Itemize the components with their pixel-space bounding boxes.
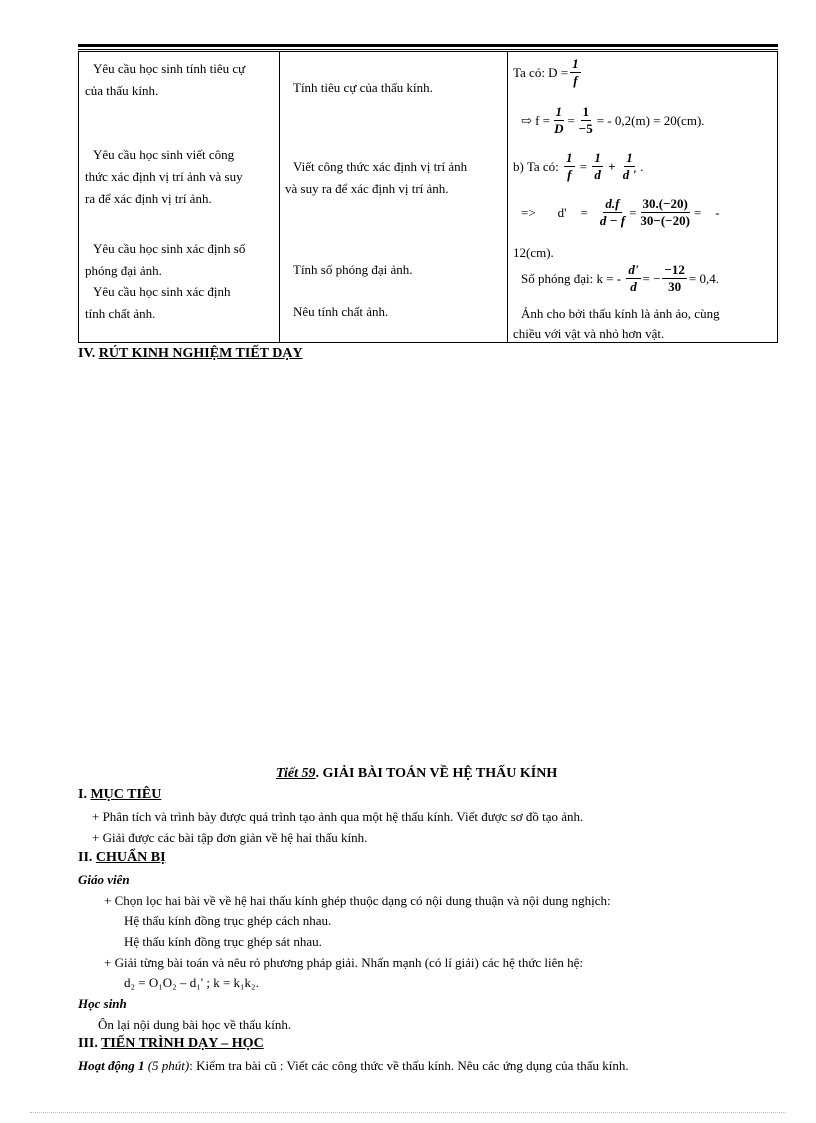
heading-title: CHUẨN BỊ (95, 850, 166, 865)
frac-num: 30.(−20) (642, 196, 688, 211)
eq-text: = (629, 204, 637, 220)
top-rule-thin (78, 49, 778, 50)
frac-den: d (594, 167, 601, 182)
frac-den: d ' (622, 167, 637, 182)
frac-num: 1 (572, 56, 579, 71)
teacher-task-1 (85, 58, 275, 102)
fraction (592, 150, 603, 183)
fraction (621, 150, 638, 183)
fraction (570, 56, 581, 89)
eq-text: = 0,4. (688, 270, 719, 286)
objective-item: + Giải được các bài tập đơn giản về hệ hai thấu kính. (92, 830, 368, 845)
eq-text: = - 0,2(m) = 20(cm). (596, 112, 705, 128)
eq-text: = (580, 204, 588, 220)
frac-num: 1 (594, 150, 601, 165)
table-divider (507, 52, 508, 342)
objective-item: + Phân tích và trình bày được quá trình tạo ảnh qua một hệ thấu kính. Viết được sơ đồ tạo ảnh. (92, 809, 584, 824)
fraction (577, 104, 595, 137)
frac-num: 1 (582, 104, 589, 119)
activity-text: : Kiểm tra bài cũ : Viết các công thức về thấu kính. Nêu các ứng dụng của thấu kính. (189, 1058, 629, 1073)
text-line: chiều với vật và nhỏ hơn vật. (513, 326, 665, 341)
table-divider (279, 52, 280, 342)
activity-label: Hoạt động 1 (78, 1058, 145, 1073)
equation-3 (513, 150, 643, 183)
text-line: Yêu cầu học sinh xác định (93, 284, 231, 299)
equation-5 (521, 262, 719, 295)
frac-num: d.f (605, 196, 620, 211)
student-task-1: Tính tiêu cự của thấu kính. (293, 80, 433, 95)
lesson-number: Tiết 59 (276, 766, 316, 781)
fraction (552, 104, 565, 137)
heading-prefix: II. (78, 850, 96, 865)
section-iv-heading (78, 346, 303, 362)
frac-den: d − f (599, 213, 626, 228)
lesson-title (276, 766, 557, 782)
frac-den: −5 (578, 121, 593, 136)
heading-prefix: IV. (78, 346, 99, 361)
activity-1 (78, 1058, 629, 1074)
frac-den: 30 (668, 279, 682, 294)
text-line: phóng đại ảnh. (85, 263, 162, 278)
eq-text: = (693, 204, 702, 220)
equation-4-continued: 12(cm). (513, 245, 554, 260)
text-line: tính chất ảnh. (85, 306, 156, 321)
teacher-item: Hệ thấu kính đồng trục ghép sát nhau. (124, 934, 322, 949)
eq-text: ⇨ f = (521, 112, 551, 128)
teacher-item: Hệ thấu kính đồng trục ghép cách nhau. (124, 913, 332, 928)
activity-time: (5 phút) (144, 1058, 190, 1073)
heading-prefix: III. (78, 1036, 102, 1051)
text-line: và suy ra để xác định vị trí ảnh. (285, 181, 449, 196)
lesson-name: . GIẢI BÀI TOÁN VỀ HỆ THẤU KÍNH (315, 766, 558, 781)
frac-num: 1 (555, 104, 562, 119)
eq-text: + (608, 158, 616, 174)
teacher-task-3 (85, 238, 275, 282)
student-item: Ôn lại nội dung bài học về thấu kính. (98, 1017, 292, 1032)
equation-2 (521, 104, 705, 137)
eq-text: = (579, 158, 588, 174)
student-task-3: Tính số phóng đại ảnh. (293, 262, 413, 277)
frac-num: 1 (626, 150, 633, 165)
fraction (564, 150, 575, 183)
frac-num: −12 (664, 262, 685, 277)
eq-text: Ta có: D = (513, 64, 569, 80)
eq-text: . (640, 158, 644, 174)
activity-table (78, 51, 778, 343)
image-conclusion (513, 304, 775, 344)
frac-num: d' (628, 262, 639, 277)
section-ii-heading (78, 850, 166, 866)
fraction (662, 262, 686, 295)
student-task-2 (285, 156, 505, 200)
frac-den: d (630, 279, 637, 294)
section-iii-heading (78, 1036, 264, 1052)
frac-den: f (567, 167, 572, 182)
text-line: Yêu cầu học sinh tính tiêu cự (93, 61, 246, 76)
teacher-task-2 (85, 144, 275, 210)
text-line: Yêu cầu học sinh viết công (93, 147, 235, 162)
heading-title: RÚT KINH NGHIỆM TIẾT DẠY (98, 346, 303, 361)
fraction (598, 196, 627, 229)
text-line: của thấu kính. (85, 83, 159, 98)
eq-text: => (521, 204, 536, 220)
text-line: Yêu cầu học sinh xác định số (93, 241, 246, 256)
text-line: thức xác định vị trí ảnh và suy (85, 169, 243, 184)
page-bottom-divider (30, 1112, 786, 1113)
equation-1 (513, 56, 583, 89)
eq-text: = (567, 112, 575, 128)
fraction (638, 196, 691, 229)
top-rule (78, 44, 778, 47)
teacher-item: + Chọn lọc hai bài về về hệ hai thấu kính ghép thuộc dạng có nội dung thuận và nội dung nghịch: (104, 893, 611, 908)
frac-den: 30−(−20) (640, 213, 690, 228)
student-label: Học sinh (78, 996, 127, 1011)
equation-4 (521, 196, 771, 229)
section-i-heading (78, 787, 161, 803)
text-line: Ảnh cho bởi thấu kính là ảnh ảo, cùng (521, 306, 720, 321)
text-line: Viết công thức xác định vị trí ảnh (293, 159, 468, 174)
heading-title: MỤC TIÊU (90, 787, 162, 802)
frac-den: f (573, 73, 578, 88)
teacher-label: Giáo viên (78, 872, 130, 887)
frac-num: 1 (566, 150, 573, 165)
heading-title: TIẾN TRÌNH DẠY – HỌC (101, 1036, 264, 1051)
eq-text: d' (557, 204, 567, 220)
text-line: ra để xác định vị trí ảnh. (85, 191, 212, 206)
eq-text: Số phóng đại: k = - (521, 270, 622, 286)
eq-text: - (715, 204, 720, 220)
fraction (626, 262, 640, 295)
frac-den: D (554, 121, 564, 136)
teacher-item: d₂ = O₁O₂ – d₁' ; k = k₁k₂. (124, 975, 259, 990)
teacher-task-4 (85, 281, 275, 325)
eq-text: = − (642, 270, 661, 286)
eq-text: b) Ta có: (513, 158, 559, 174)
teacher-item: + Giải từng bài toán và nêu rỏ phương pháp giải. Nhấn mạnh (có lí giải) các hệ thức liên hệ: (104, 955, 584, 970)
student-task-4: Nêu tính chất ảnh. (293, 304, 389, 319)
heading-prefix: I. (78, 787, 91, 802)
